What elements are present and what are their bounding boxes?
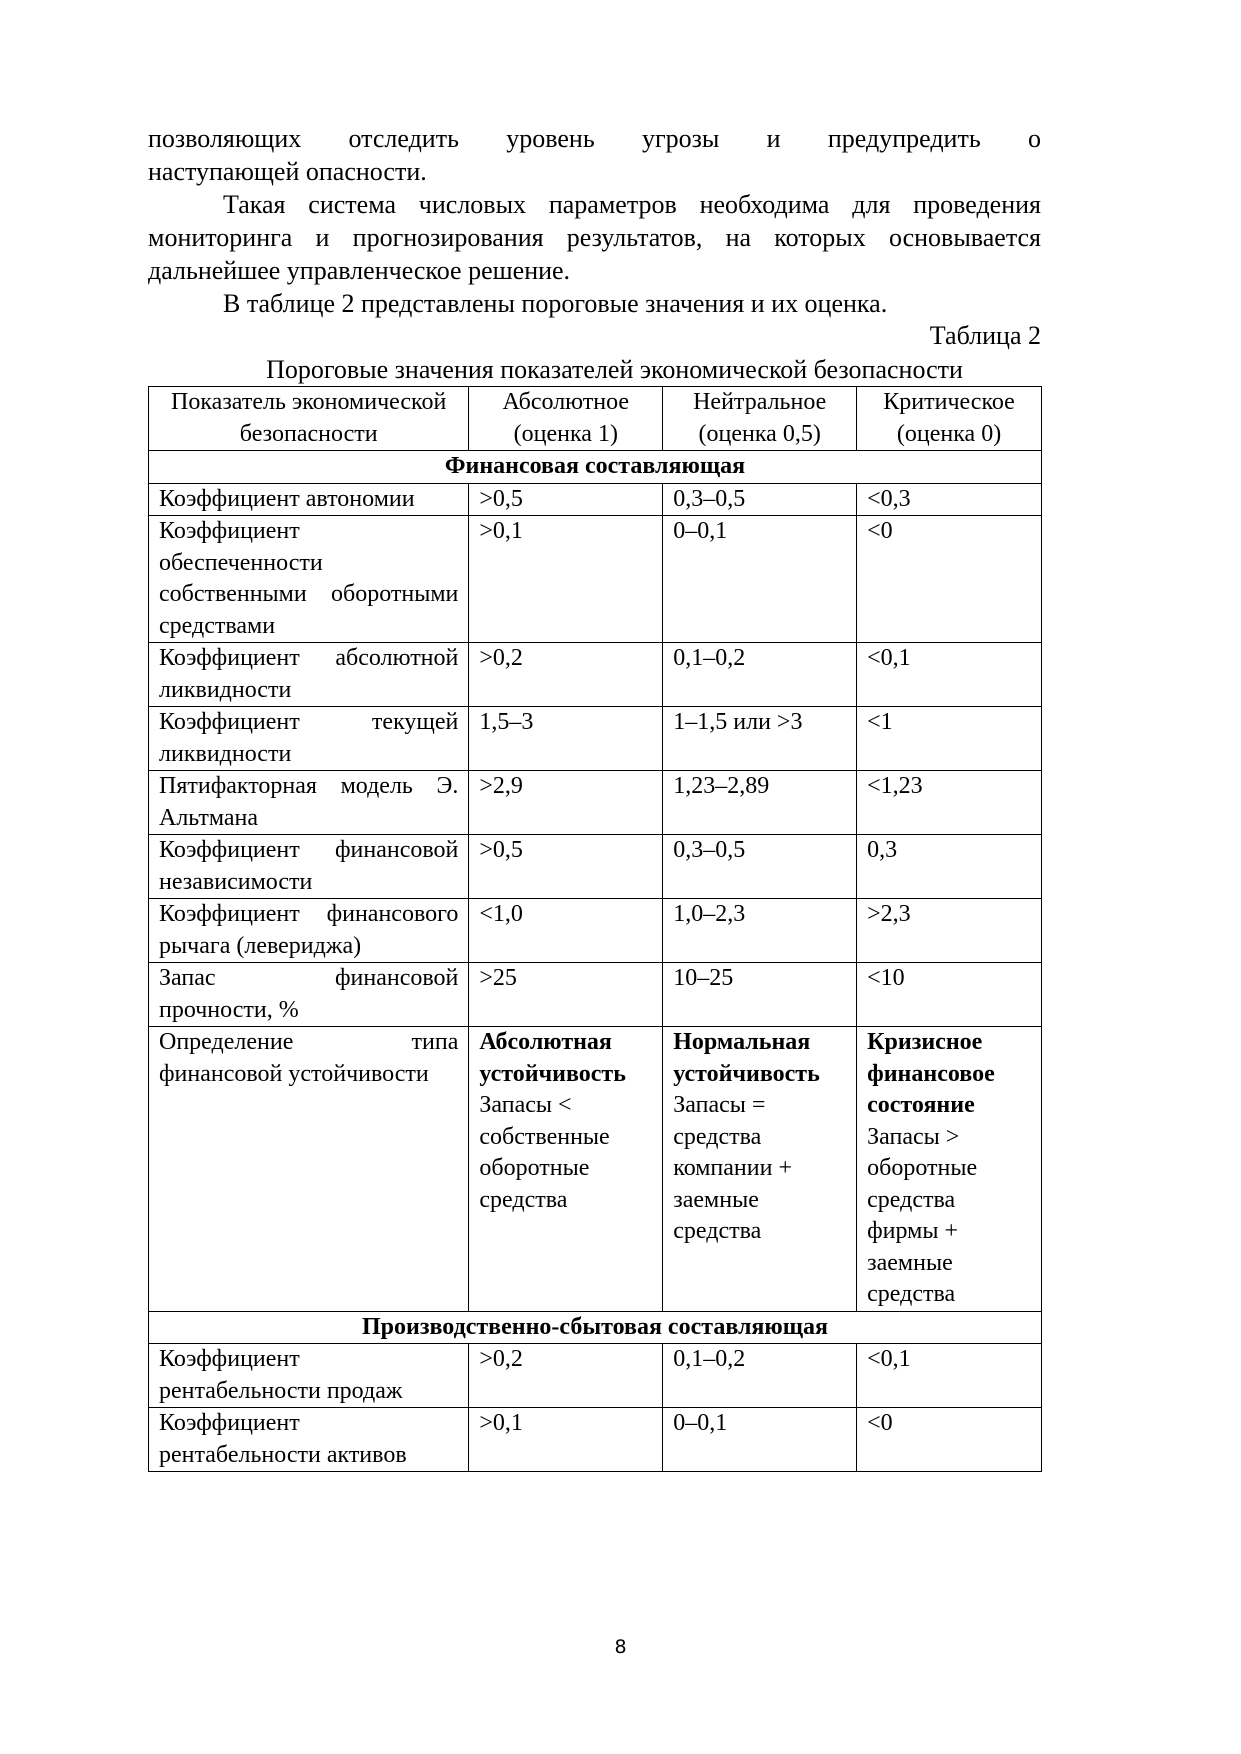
header-absolute: Абсолютное (оценка 1): [469, 387, 663, 451]
thresholds-table: [148, 386, 1042, 1472]
neutral-cell: 0–0,1: [663, 1408, 857, 1472]
indicator-cell: Коэффициент текущей ликвидности: [149, 707, 469, 771]
neutral-cell: 0,1–0,2: [663, 1344, 857, 1408]
neutral-cell-type: Нормальная устойчивость: [673, 1029, 820, 1087]
indicator-cell: Коэффициент абсолютной ликвидности: [149, 643, 469, 707]
indicator-cell: Коэффициент рентабельности активов: [149, 1408, 469, 1472]
section-row-production: [149, 1311, 1042, 1344]
indicator-cell: Коэффициент автономии: [149, 483, 469, 516]
table-row: [149, 835, 1042, 899]
indicator-cell: Определение типа финансовой устойчивости: [149, 1027, 469, 1312]
indicator-cell: Коэффициент рентабельности продаж: [149, 1344, 469, 1408]
table-row: [149, 771, 1042, 835]
paragraph-2: Такая система числовых параметров необходима для проведения мониторинга и прогнозирования результатов, на которых основывается дальнейшее управленческое решение.: [148, 190, 1041, 285]
absolute-cell: >0,1: [469, 516, 663, 643]
critical-cell: [857, 1027, 1042, 1312]
table-row: [149, 707, 1042, 771]
neutral-cell: 1,23–2,89: [663, 771, 857, 835]
absolute-cell: >0,2: [469, 643, 663, 707]
critical-cell: <0,1: [857, 643, 1042, 707]
absolute-cell: >0,1: [469, 1408, 663, 1472]
table-header-row: [149, 387, 1042, 451]
table-row-stability: [149, 1027, 1042, 1312]
critical-cell-type: Кризисное финансовое состояние: [867, 1029, 995, 1118]
critical-cell: <1,23: [857, 771, 1042, 835]
critical-cell: <0: [857, 1408, 1042, 1472]
header-neutral: Нейтральное (оценка 0,5): [663, 387, 857, 451]
indicator-cell: Коэффициент финансового рычага (левериджа): [149, 899, 469, 963]
absolute-cell: >0,2: [469, 1344, 663, 1408]
table-row: [149, 899, 1042, 963]
neutral-cell: 0,1–0,2: [663, 643, 857, 707]
critical-cell: <0,3: [857, 483, 1042, 516]
paragraph-3: В таблице 2 представлены пороговые значения и их оценка.: [223, 289, 888, 318]
header-indicator: Показатель экономической безопасности: [149, 387, 469, 451]
table-row: [149, 483, 1042, 516]
critical-cell: <10: [857, 963, 1042, 1027]
table-row: [149, 516, 1042, 643]
indicator-cell: Пятифакторная модель Э. Альтмана: [149, 771, 469, 835]
absolute-cell: [469, 1027, 663, 1312]
absolute-cell: >2,9: [469, 771, 663, 835]
neutral-cell: 0–0,1: [663, 516, 857, 643]
absolute-cell-type: Абсолютная устойчивость: [479, 1029, 626, 1087]
neutral-cell: 10–25: [663, 963, 857, 1027]
absolute-cell: >0,5: [469, 835, 663, 899]
neutral-cell: 0,3–0,5: [663, 835, 857, 899]
table-row: [149, 1344, 1042, 1408]
table-row: [149, 1408, 1042, 1472]
critical-cell: <0,1: [857, 1344, 1042, 1408]
critical-cell: 0,3: [857, 835, 1042, 899]
header-critical: Критическое (оценка 0): [857, 387, 1042, 451]
section-production: Производственно-сбытовая составляющая: [149, 1311, 1042, 1344]
table-title: Пороговые значения показателей экономической безопасности: [266, 355, 963, 384]
paragraph-1-line-2: наступающей опасности.: [148, 157, 427, 186]
page-number: 8: [614, 1636, 627, 1658]
section-row-financial: [149, 451, 1042, 484]
indicator-cell: Коэффициент обеспеченности собственными оборотными средствами: [149, 516, 469, 643]
table-label: Таблица 2: [929, 321, 1041, 350]
table-row: [149, 643, 1042, 707]
page-content: [148, 122, 1041, 1472]
absolute-cell-description: Запасы < собственные оборотные средства: [479, 1092, 610, 1213]
absolute-cell: >25: [469, 963, 663, 1027]
neutral-cell-description: Запасы = средства компании + заемные средства: [673, 1092, 792, 1244]
critical-cell: <0: [857, 516, 1042, 643]
paragraph-1-line-1: позволяющих отследить уровень угрозы и предупредить о: [148, 124, 1041, 153]
section-financial: Финансовая составляющая: [149, 451, 1042, 484]
critical-cell: >2,3: [857, 899, 1042, 963]
neutral-cell: 1,0–2,3: [663, 899, 857, 963]
neutral-cell: 1–1,5 или >3: [663, 707, 857, 771]
critical-cell: <1: [857, 707, 1042, 771]
indicator-cell: Коэффициент финансовой независимости: [149, 835, 469, 899]
absolute-cell: >0,5: [469, 483, 663, 516]
neutral-cell: 0,3–0,5: [663, 483, 857, 516]
table-row: [149, 963, 1042, 1027]
absolute-cell: 1,5–3: [469, 707, 663, 771]
critical-cell-description: Запасы > оборотные средства фирмы + заемные средства: [867, 1123, 978, 1307]
indicator-cell: Запас финансовой прочности, %: [149, 963, 469, 1027]
absolute-cell: <1,0: [469, 899, 663, 963]
neutral-cell: [663, 1027, 857, 1312]
